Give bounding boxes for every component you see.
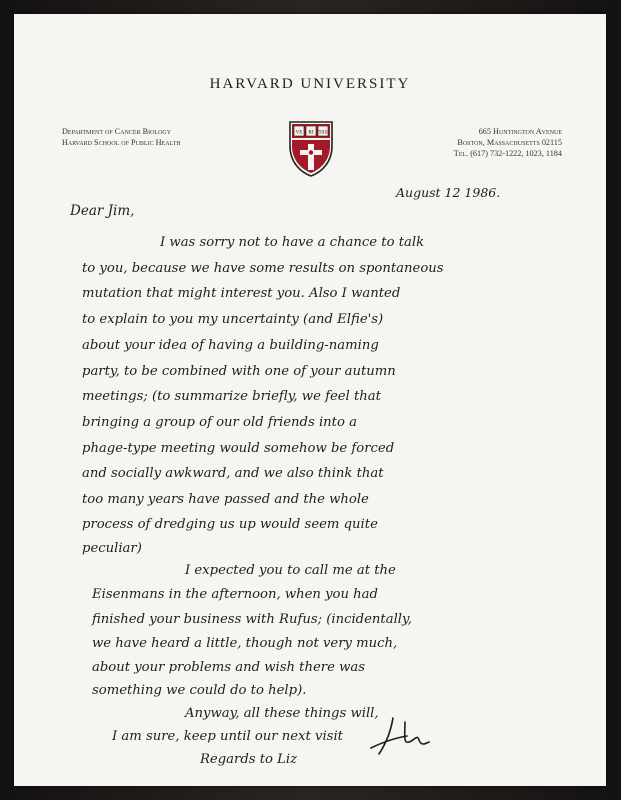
- letter-line: I was sorry not to have a chance to talk: [160, 235, 425, 250]
- letter-line: to explain to you my uncertainty (and Elfie's): [82, 312, 384, 327]
- letter-line: I am sure, keep until our next visit: [112, 729, 343, 744]
- handwritten-signature: [365, 712, 435, 760]
- letter-line: about your idea of having a building-naming: [82, 338, 379, 353]
- school-line: Harvard School of Public Health: [62, 138, 181, 147]
- letter-line: Regards to Liz: [200, 752, 298, 767]
- street-address: 665 Huntington Avenue: [478, 127, 562, 136]
- seal-motto-3: TAS: [318, 130, 328, 136]
- letter-line: meetings; (to summarize briefly, we feel that: [82, 389, 381, 404]
- department-line: Department of Cancer Biology: [62, 127, 172, 136]
- letter-line: we have heard a little, though not very much,: [92, 636, 398, 651]
- letter-line: something we could do to help).: [92, 683, 307, 698]
- seal-motto-2: RI: [308, 130, 314, 136]
- letter-date: August 12 1986.: [396, 185, 501, 200]
- phone-number: Tel. (617) 732-1222, 1023, 1184: [453, 149, 562, 158]
- letter-line: phage-type meeting would somehow be forced: [82, 441, 395, 456]
- letter-line: Eisenmans in the afternoon, when you had: [92, 587, 378, 602]
- letter-line: process of dredging us up would seem quite: [82, 517, 378, 532]
- letter-line: I expected you to call me at the: [185, 563, 396, 578]
- letter-line: and socially awkward, and we also think that: [82, 466, 384, 481]
- letter-greeting: Dear Jim,: [70, 203, 135, 219]
- letter-line: too many years have passed and the whole: [82, 492, 369, 507]
- letter-line: Anyway, all these things will,: [185, 706, 379, 721]
- letter-line: to you, because we have some results on spontaneous: [82, 261, 444, 276]
- city-address: Boston, Massachusetts 02115: [457, 138, 562, 147]
- seal-motto-1: VE: [295, 130, 303, 136]
- letter-line: bringing a group of our old friends into a: [82, 415, 357, 430]
- university-name: HARVARD UNIVERSITY: [209, 76, 411, 92]
- harvard-shield-seal: [288, 120, 334, 178]
- department-block: [62, 126, 181, 148]
- letter-line: party, to be combined with one of your autumn: [82, 364, 396, 379]
- letter-line: about your problems and wish there was: [92, 660, 365, 675]
- letter-line: finished your business with Rufus; (incidentally,: [92, 612, 412, 627]
- letter-line: peculiar): [82, 541, 142, 556]
- letter-line: mutation that might interest you. Also I wanted: [82, 286, 401, 301]
- address-block: [454, 126, 562, 159]
